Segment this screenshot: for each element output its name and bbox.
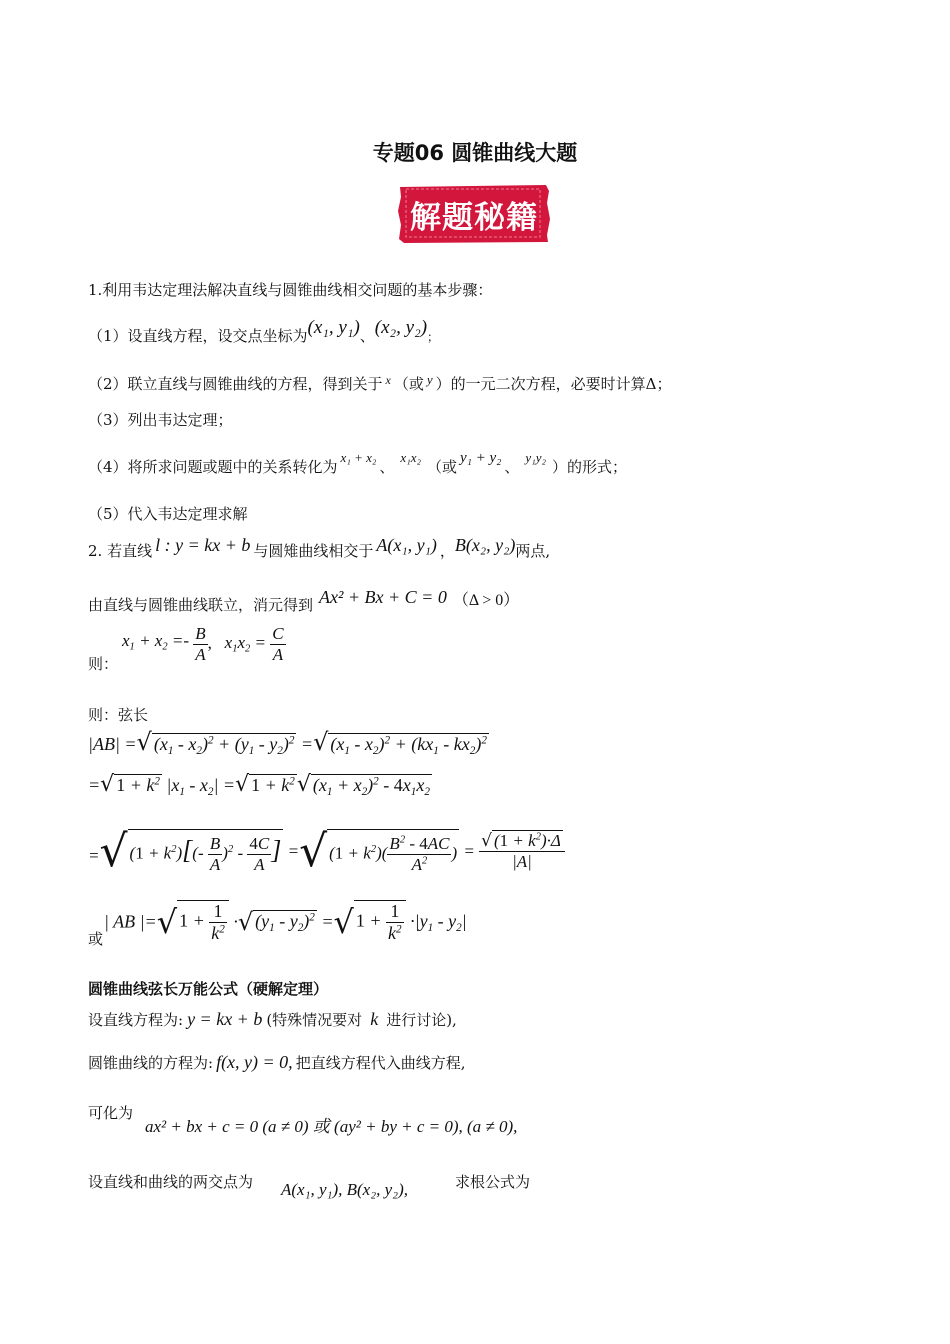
line-equation: l : y = kx + b [155,535,251,555]
chord-length-label: 则：弦长 [88,706,149,724]
step2-text-a: （2）联立直线与圆锥曲线的方程，得到关于 [88,375,383,393]
step2-y: y [426,372,433,387]
discriminant-condition: （Δ > 0） [452,592,520,609]
chord-formula-line2: =√ $1 + k^2$ $|x_1 - x_2|$ =√ $1 + k^2√$ $(x_1 + x_2)^2 - 4x_1x_2$ [88,772,430,798]
step1 [88,317,440,347]
point-a: A(x₁, y₁) [376,535,437,555]
quadratic-equation: Ax² + Bx + C = 0 [319,587,447,607]
step2-x: x [385,373,391,387]
section3-heading: 圆锥曲线弦长万能公式（硬解定理） [88,980,329,998]
s3-line3-label: 可化为 [88,1104,134,1122]
s2-l1-text-c: 两点, [515,542,551,560]
s2-line2 [88,587,520,615]
step2 [88,373,672,394]
step4-product-y: y₁y₂ [525,450,547,465]
s3-line2 [88,1052,465,1073]
s3-line1 [88,1009,457,1030]
s2-l1-comma: ， [439,542,455,560]
step4-sum-y: y₁ + y₂ [460,450,502,466]
badge-label: 解题秘籍 [410,199,538,236]
step1-text: （1）设直线方程，设交点坐标为 [88,327,308,345]
s3-intersection-points: A(x₁, y₁), B(x₂, y₂), [281,1180,408,1199]
s3-k: k [370,1009,379,1029]
s3-line-equation: y = kx + b [187,1009,263,1029]
s2-l2-text: 由直线与圆锥曲线联立，消元得到 [88,596,314,614]
step4-sum-x: x₁ + x₂ [340,450,377,465]
s3-general-quadratic: ax² + bx + c = 0 (a ≠ 0) 或 (ay² + by + c = 0), (a ≠ 0), [145,1117,518,1136]
step4-text-a: （4）将所求问题或题中的关系转化为 [88,458,338,476]
s3-l1-text-a: 设直线方程为: [88,1011,184,1029]
page-title: 专题06 圆锥曲线大题 [372,141,578,165]
s2-l1-text-b: 与圆雉曲线相交于 [253,542,374,560]
point-b: B(x₂, y₂) [454,535,516,555]
step4-sep1: 、 [379,458,395,476]
section-badge [396,183,552,245]
chord-formula-line3: =√ $(1 + k^2)[(-$ $\frac{B}{A}$ )$^2$ - $\frac{4C}{A}$ ] =√ $(1 + k^2)$( $\frac{B^2 - 4AC}{A^2}$ ) = $\frac{√ (1 + k^2)\cdot\Delta}{|A|}$ [88,826,565,877]
step1-point2: (x₂, y₂) [374,317,428,338]
chord-formula-line4: | AB |=√ 1 + $\frac{1}{k^2}$ ·√ $(y_1 - y_2)^2$ =√ 1 + $\frac{1}{k^2}$ $\cdot|y_1 - y_2|$ [104,901,467,943]
step4-text-b: （或 [427,458,458,476]
or-label: 或 [88,930,104,948]
s3-line4-end: 求根公式为 [455,1173,531,1191]
step4-text-c: ）的形式； [552,458,628,476]
s3-l2-text-b: 把直线方程代入曲线方程, [295,1054,466,1072]
section1-heading: 1.利用韦达定理法解决直线与圆锥曲线相交问题的基本步骤： [88,281,493,299]
s2-l1-text-a: 2. 若直线 [88,542,153,560]
step4 [88,450,628,477]
chord-formula-line1: |AB| =√ $(x_1 - x_2)^2 + (y_1 - y_2)^2$ =√ $(x_1 - x_2)^2 + (kx_1 - kx_2)^2$ [88,728,487,757]
step4-sep2: 、 [504,458,520,476]
s3-l2-text-a: 圆锥曲线的方程为: [88,1054,214,1072]
step5: （5）代入韦达定理求解 [88,505,248,523]
s3-l1-text-c: 进行讨论), [386,1011,457,1029]
s3-l1-text-b: (特殊情况要对 [266,1011,363,1029]
step1-end: ； [427,330,440,344]
s3-curve-equation: f(x, y) = 0, [216,1052,293,1072]
s2-line3-label: 则： [88,655,119,673]
step1-separator: 、 [359,327,375,345]
step1-point1: (x₁, y₁) [307,317,360,338]
vieta-formulas: $x_1 + x_2$ =- $\frac{B}{A}$ , $x_1x_2$ = $\frac{C}{A}$ [122,624,284,664]
step3: （3）列出韦达定理； [88,411,233,429]
step4-product-x: x₁x₂ [400,450,422,465]
s3-line4-label: 设直线和曲线的两交点为 [88,1173,254,1191]
step2-text-c: ）的一元二次方程，必要时计算Δ； [435,375,672,393]
step2-text-b: （或 [393,375,424,393]
s2-line1 [88,535,551,561]
